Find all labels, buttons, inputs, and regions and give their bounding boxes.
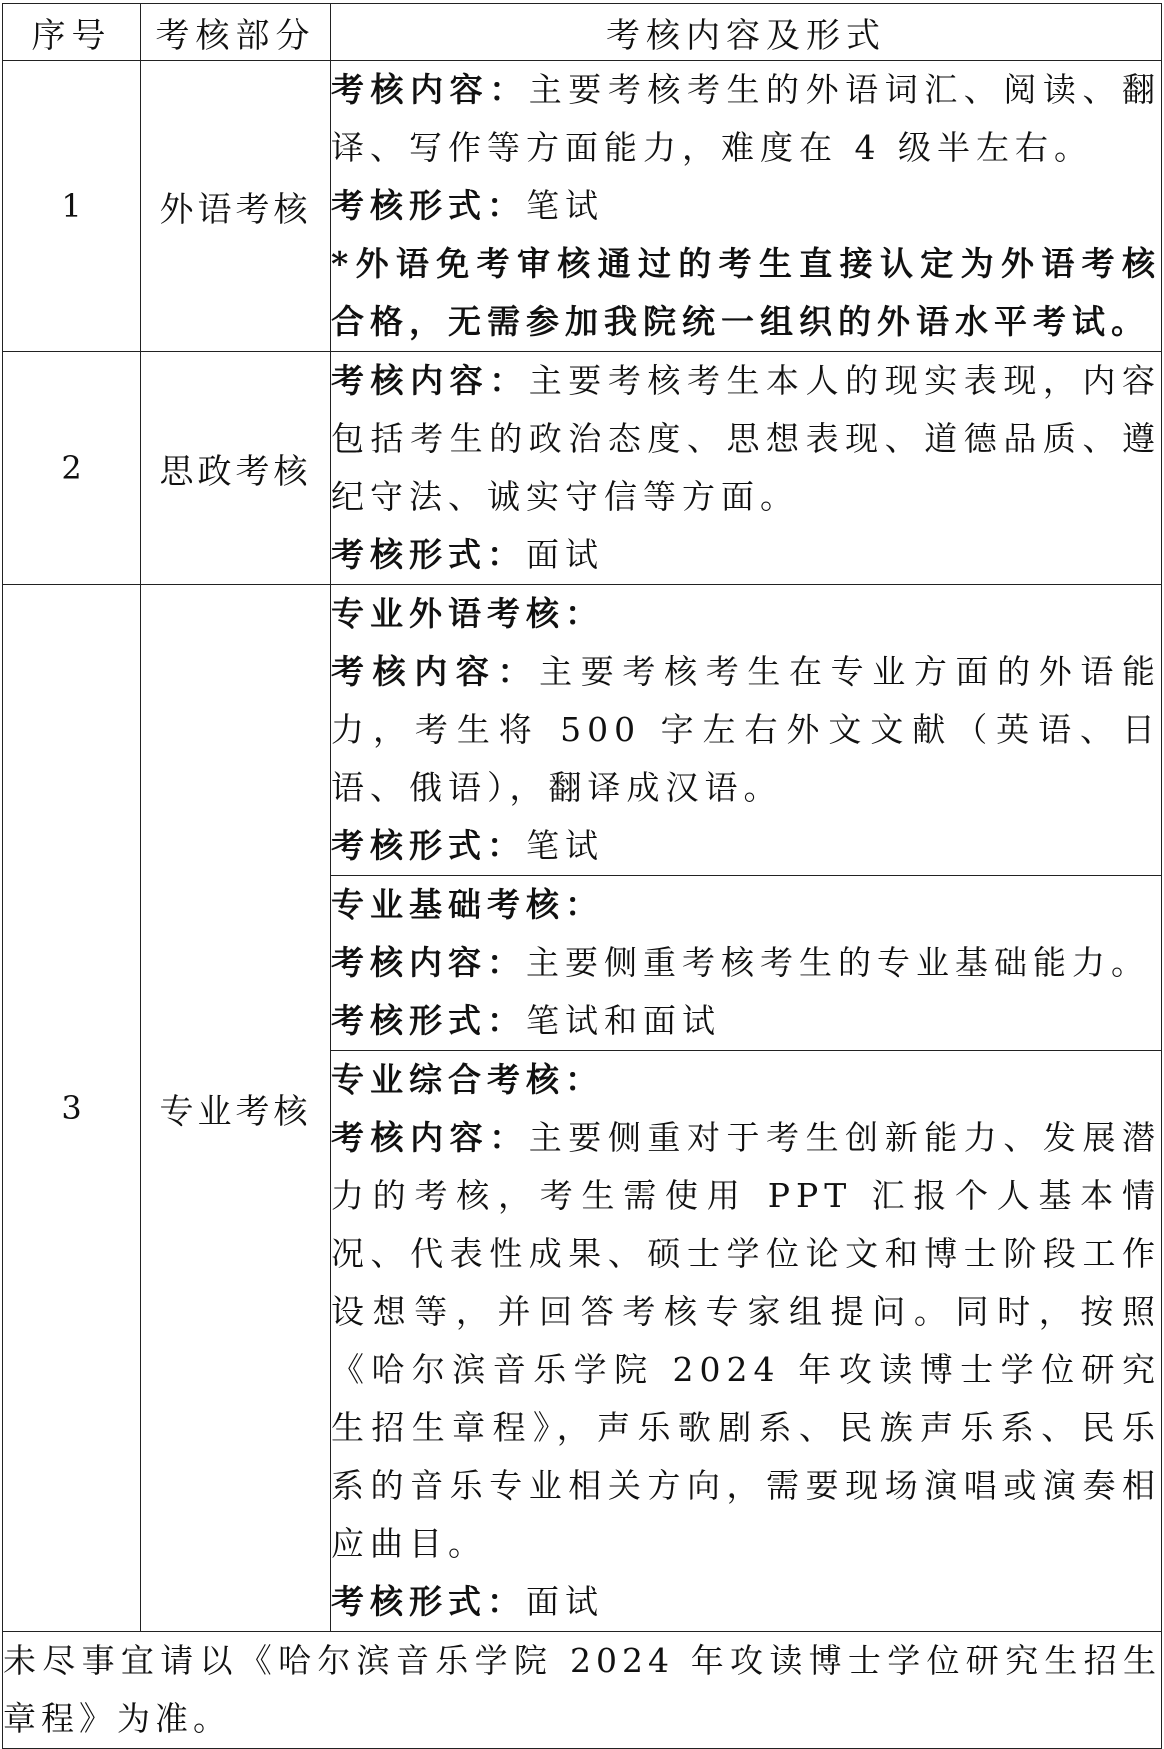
row-number: 3 xyxy=(3,585,141,1632)
subsection-professional-foreign-language xyxy=(331,585,1162,876)
form-paragraph xyxy=(331,1573,1161,1631)
content-label: 考核内容： xyxy=(331,1118,529,1157)
content-label: 考核内容： xyxy=(331,652,540,691)
row-part: 思政考核 xyxy=(141,352,331,585)
content-text: 主要考核考生本人的现实表现，内容包括考生的政治态度、思想表现、道德品质、遵纪守法、诚实守信等方面。 xyxy=(331,361,1162,516)
table-header-row xyxy=(3,4,1162,61)
content-paragraph xyxy=(331,934,1161,992)
subsection-title: 专业综合考核： xyxy=(331,1060,604,1099)
subsection-title: 专业基础考核： xyxy=(331,885,604,924)
content-paragraph xyxy=(331,352,1161,526)
subsection-title: 专业外语考核： xyxy=(331,594,604,633)
row-content xyxy=(331,61,1162,352)
row-content xyxy=(331,352,1162,585)
row-number: 1 xyxy=(3,61,141,352)
content-text: 主要考核考生的外语词汇、阅读、翻译、写作等方面能力，难度在 4 级半左右。 xyxy=(331,70,1162,167)
table-row xyxy=(3,61,1162,352)
form-label: 考核形式： xyxy=(331,1001,526,1040)
form-paragraph xyxy=(331,526,1161,584)
form-paragraph xyxy=(331,817,1161,875)
content-text: 主要侧重对于考生创新能力、发展潜力的考核，考生需使用 PPT 汇报个人基本情况、代表性成果、硕士学位论文和博士阶段工作设想等，并回答考核专家组提问。同时，按照《哈尔滨音乐学院 2024 年攻读博士学位研究生招生章程》，声乐歌剧系、民族声乐系、民乐系的音乐专业相关方向，需要现场演唱或演奏相应曲目。 xyxy=(331,1118,1162,1563)
content-label: 考核内容： xyxy=(331,943,526,982)
form-label: 考核形式： xyxy=(331,826,526,865)
content-text: 主要考核考生在专业方面的外语能力，考生将 500 字左右外文文献（英语、日语、俄语），翻译成汉语。 xyxy=(331,652,1162,807)
form-label: 考核形式： xyxy=(331,535,526,574)
form-label: 考核形式： xyxy=(331,186,526,225)
header-part: 考核部分 xyxy=(141,4,331,61)
form-label: 考核形式： xyxy=(331,1582,526,1621)
form-text: 笔试 xyxy=(526,826,604,865)
exam-table xyxy=(2,3,1162,1749)
table-row xyxy=(3,585,1162,876)
content-text: 主要侧重考核考生的专业基础能力。 xyxy=(526,943,1150,982)
table-row xyxy=(3,352,1162,585)
footer-row xyxy=(3,1632,1162,1749)
form-text: 面试 xyxy=(526,535,604,574)
subsection-professional-foundation xyxy=(331,876,1162,1051)
content-paragraph xyxy=(331,643,1161,817)
form-text: 笔试和面试 xyxy=(526,1001,721,1040)
footer-note: 未尽事宜请以《哈尔滨音乐学院 2024 年攻读博士学位研究生招生章程》为准。 xyxy=(3,1632,1162,1749)
exemption-note: *外语免考审核通过的考生直接认定为外语考核合格，无需参加我院统一组织的外语水平考试。 xyxy=(331,244,1161,341)
form-text: 面试 xyxy=(526,1582,604,1621)
form-paragraph xyxy=(331,177,1161,235)
form-paragraph xyxy=(331,992,1161,1050)
content-paragraph xyxy=(331,61,1161,177)
row-part: 外语考核 xyxy=(141,61,331,352)
header-num: 序号 xyxy=(3,4,141,61)
content-label: 考核内容： xyxy=(331,361,529,400)
content-label: 考核内容： xyxy=(331,70,529,109)
subsection-professional-comprehensive xyxy=(331,1051,1162,1632)
content-paragraph xyxy=(331,1109,1161,1573)
row-number: 2 xyxy=(3,352,141,585)
row-part: 专业考核 xyxy=(141,585,331,1632)
header-content: 考核内容及形式 xyxy=(331,4,1162,61)
form-text: 笔试 xyxy=(526,186,604,225)
